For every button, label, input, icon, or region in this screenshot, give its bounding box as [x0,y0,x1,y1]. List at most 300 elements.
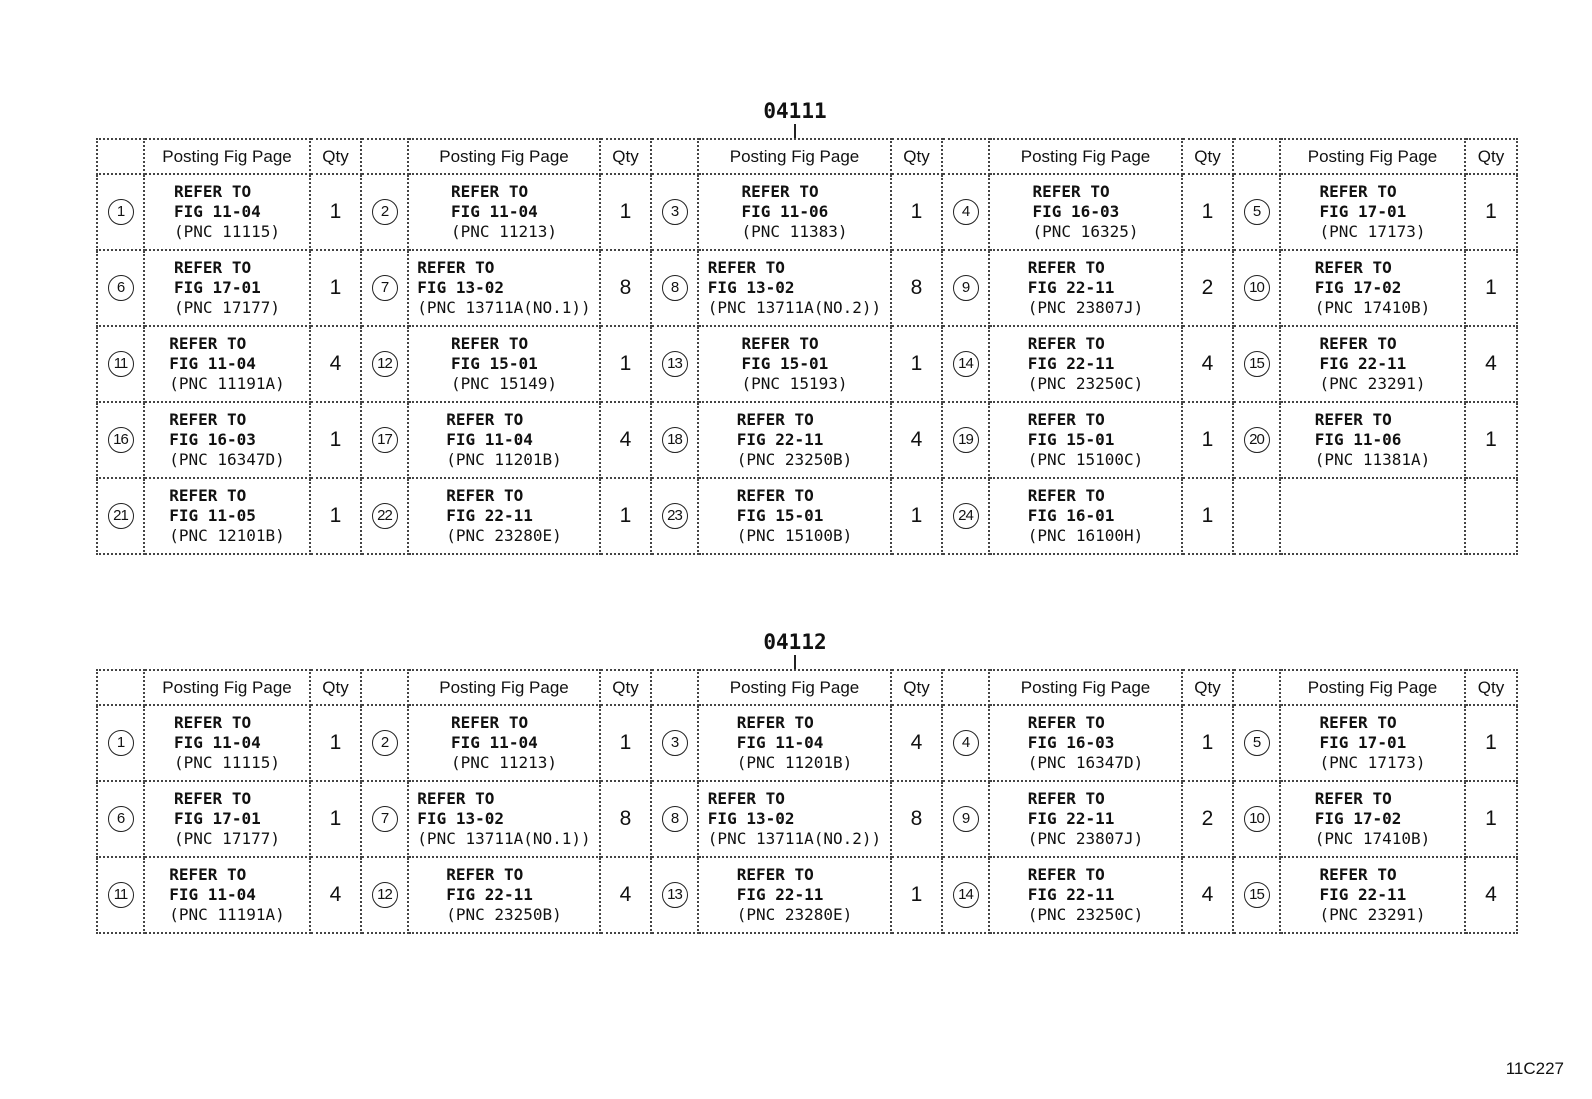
reference-cell [144,857,310,933]
pnc-label: (PNC 17410B) [1314,829,1431,848]
reference-cell [989,478,1182,554]
reference-text [1033,182,1139,242]
refer-to-label: REFER TO [1319,182,1397,201]
fig-page-label: FIG 11-05 [169,506,256,525]
item-number-cell [361,478,408,554]
refer-to-label: REFER TO [707,258,785,277]
refer-to-label: REFER TO [1319,334,1397,353]
reference-cell [408,478,600,554]
reference-cell [144,326,310,402]
header-posting-fig-page: Posting Fig Page [698,670,891,705]
reference-cell [1280,326,1465,402]
reference-cell [989,781,1182,857]
qty-cell [1182,478,1233,554]
item-number-cell [361,250,408,326]
header-blank-cell [942,139,989,174]
refer-to-label: REFER TO [1314,258,1392,277]
qty-cell [1182,402,1233,478]
pnc-label: (PNC 23291) [1319,374,1426,393]
reference-cell [1280,857,1465,933]
refer-to-label: REFER TO [1027,258,1105,277]
header-qty: Qty [1182,139,1233,174]
reference-text [446,865,562,925]
qty-value: 4 [1201,883,1214,906]
fig-page-label: FIG 17-01 [1319,733,1407,752]
item-number-circle: 11 [108,882,134,908]
pnc-label: (PNC 11191A) [169,374,285,393]
table-row [97,402,1517,478]
item-number-circle: 9 [953,806,979,832]
item-number-circle: 10 [1244,806,1270,832]
qty-value: 4 [1201,352,1214,375]
reference-cell [698,478,891,554]
refer-to-label: REFER TO [174,713,252,732]
item-number-circle: 9 [953,275,979,301]
header-qty: Qty [600,670,651,705]
qty-value: 1 [619,731,632,754]
header-blank-cell [361,139,408,174]
refer-to-label: REFER TO [1314,410,1392,429]
qty-value: 1 [1201,504,1214,527]
pnc-label: (PNC 11213) [451,222,557,241]
reference-cell [989,326,1182,402]
reference-text [451,182,557,242]
reference-text [174,789,280,849]
fig-page-label: FIG 11-04 [169,885,256,904]
item-number-cell [97,781,144,857]
refer-to-label: REFER TO [707,789,785,808]
header-posting-fig-page: Posting Fig Page [989,139,1182,174]
header-posting-fig-page: Posting Fig Page [698,139,891,174]
item-number-circle: 3 [662,730,688,756]
item-number-cell [97,250,144,326]
qty-cell [891,174,942,250]
reference-cell [144,402,310,478]
pnc-label: (PNC 23250B) [446,905,562,924]
item-number-cell [942,857,989,933]
fig-page-label: FIG 13-02 [417,278,504,297]
item-number-circle: 19 [953,427,979,453]
refer-to-label: REFER TO [451,713,529,732]
fig-page-label: FIG 22-11 [1027,278,1115,297]
item-number-cell [97,478,144,554]
item-number-circle: 24 [953,503,979,529]
qty-value: 8 [910,807,923,830]
header-qty: Qty [600,139,651,174]
pnc-label: (PNC 13711A(NO.2)) [707,829,882,848]
item-number-circle: 2 [372,199,398,225]
reference-text [451,713,557,773]
qty-cell [310,781,361,857]
reference-cell [408,250,600,326]
refer-to-label: REFER TO [169,865,247,884]
item-number-circle: 5 [1244,199,1270,225]
qty-value: 4 [910,428,923,451]
header-blank-cell [651,139,698,174]
item-number-cell [361,326,408,402]
header-posting-fig-page: Posting Fig Page [1280,670,1465,705]
item-number-cell [1233,478,1280,554]
qty-value: 2 [1201,276,1214,299]
header-blank-cell [942,670,989,705]
header-posting-fig-page: Posting Fig Page [408,139,600,174]
pnc-label: (PNC 11115) [174,753,280,772]
item-number-circle: 4 [953,730,979,756]
kit-part-number: 04111 [763,99,827,123]
pnc-label: (PNC 16325) [1032,222,1139,241]
pnc-label: (PNC 13711A(NO.1)) [417,829,591,848]
refer-to-label: REFER TO [1319,713,1397,732]
item-number-cell [942,705,989,781]
item-number-cell [942,402,989,478]
qty-cell [891,705,942,781]
item-number-circle: 13 [662,351,688,377]
fig-page-label: FIG 11-06 [741,202,829,221]
qty-cell [310,705,361,781]
reference-text [708,789,881,849]
item-number-circle: 12 [372,351,398,377]
qty-cell [600,781,651,857]
reference-cell [698,705,891,781]
qty-value: 1 [1485,200,1497,223]
refer-to-label: REFER TO [1027,713,1105,732]
fig-page-label: FIG 11-06 [1314,430,1402,449]
fig-page-label: FIG 11-04 [451,202,538,221]
pnc-label: (PNC 16100H) [1027,526,1144,545]
reference-text [742,334,848,394]
table-row [97,250,1517,326]
pnc-label: (PNC 17410B) [1314,298,1431,317]
reference-text [174,713,280,773]
header-posting-fig-page: Posting Fig Page [989,670,1182,705]
table-header-row [97,139,1517,174]
item-number-circle: 17 [372,427,398,453]
reference-cell [989,705,1182,781]
qty-cell [891,857,942,933]
qty-value: 1 [619,504,632,527]
reference-cell [408,174,600,250]
item-number-cell [97,857,144,933]
reference-text [446,410,562,470]
pnc-label: (PNC 11381A) [1314,450,1431,469]
qty-value: 1 [910,200,923,223]
table-row [97,781,1517,857]
item-number-circle: 15 [1244,882,1270,908]
pnc-label: (PNC 23250C) [1027,374,1144,393]
refer-to-label: REFER TO [741,182,819,201]
item-number-cell [1233,174,1280,250]
qty-cell [1465,705,1517,781]
qty-cell [1182,781,1233,857]
fig-page-label: FIG 15-01 [741,354,829,373]
qty-cell [600,478,651,554]
reference-text [169,334,285,394]
header-blank-cell [1233,139,1280,174]
item-number-cell [1233,705,1280,781]
refer-to-label: REFER TO [417,258,495,277]
pnc-label: (PNC 23280E) [736,905,853,924]
reference-cell [408,705,600,781]
item-number-circle: 15 [1244,351,1270,377]
kit-table [96,669,1518,934]
item-number-cell [651,402,698,478]
reference-cell [989,857,1182,933]
qty-value: 1 [329,200,342,223]
reference-cell [408,326,600,402]
reference-cell [1280,478,1465,554]
pnc-label: (PNC 17177) [174,829,280,848]
qty-value: 1 [910,352,923,375]
header-qty: Qty [1465,139,1517,174]
reference-text [1315,789,1431,849]
header-posting-fig-page: Posting Fig Page [408,670,600,705]
refer-to-label: REFER TO [1027,865,1105,884]
qty-cell [310,857,361,933]
reference-cell [144,705,310,781]
qty-cell [310,326,361,402]
refer-to-label: REFER TO [741,334,819,353]
item-number-circle: 1 [108,199,134,225]
qty-cell [1465,402,1517,478]
item-number-cell [97,326,144,402]
pnc-label: (PNC 15100C) [1027,450,1144,469]
pnc-label: (PNC 17177) [174,298,280,317]
qty-value: 8 [619,276,632,299]
item-number-circle: 11 [108,351,134,377]
fig-page-label: FIG 17-01 [174,278,261,297]
item-number-circle: 6 [108,275,134,301]
item-number-circle: 6 [108,806,134,832]
qty-value: 1 [1485,731,1497,754]
reference-cell [1280,250,1465,326]
reference-text [737,486,853,546]
reference-text [742,182,848,242]
reference-text [1028,865,1144,925]
item-number-cell [942,326,989,402]
reference-cell [144,478,310,554]
qty-value: 1 [619,352,632,375]
reference-text [1315,258,1431,318]
header-posting-fig-page: Posting Fig Page [1280,139,1465,174]
fig-page-label: FIG 22-11 [1027,885,1115,904]
item-number-circle: 18 [662,427,688,453]
pnc-label: (PNC 13711A(NO.2)) [707,298,882,317]
refer-to-label: REFER TO [174,182,252,201]
fig-page-label: FIG 11-04 [169,354,256,373]
reference-text [1315,410,1431,470]
fig-page-label: FIG 17-02 [1314,278,1402,297]
qty-cell [1465,857,1517,933]
reference-text [417,258,590,318]
refer-to-label: REFER TO [417,789,495,808]
fig-page-label: FIG 22-11 [1319,885,1407,904]
item-number-circle: 8 [662,806,688,832]
header-qty: Qty [310,139,361,174]
pnc-label: (PNC 15149) [451,374,557,393]
table-row [97,705,1517,781]
item-number-cell [1233,402,1280,478]
reference-cell [698,781,891,857]
qty-cell [600,402,651,478]
refer-to-label: REFER TO [446,410,524,429]
item-number-circle: 7 [372,275,398,301]
item-number-cell [651,174,698,250]
fig-page-label: FIG 15-01 [736,506,824,525]
item-number-circle: 22 [372,503,398,529]
fig-page-label: FIG 11-04 [174,733,261,752]
qty-cell [1465,174,1517,250]
kit-leader-line [794,124,796,138]
reference-cell [698,402,891,478]
refer-to-label: REFER TO [1314,789,1392,808]
qty-value: 1 [329,428,342,451]
pnc-label: (PNC 15193) [741,374,848,393]
pnc-label: (PNC 23250C) [1027,905,1144,924]
fig-page-label: FIG 16-03 [1027,733,1115,752]
qty-value: 4 [329,352,342,375]
qty-value: 1 [1201,200,1214,223]
pnc-label: (PNC 11213) [451,753,557,772]
table-header-row [97,670,1517,705]
reference-cell [408,402,600,478]
fig-page-label: FIG 22-11 [446,885,533,904]
item-number-circle: 3 [662,199,688,225]
qty-cell [1182,326,1233,402]
refer-to-label: REFER TO [1027,334,1105,353]
header-blank-cell [97,670,144,705]
fig-page-label: FIG 16-01 [1027,506,1115,525]
reference-cell [144,781,310,857]
pnc-label: (PNC 13711A(NO.1)) [417,298,591,317]
table-row [97,857,1517,933]
table-row [97,478,1517,554]
item-number-cell [651,250,698,326]
reference-cell [1280,402,1465,478]
qty-value: 4 [619,428,632,451]
reference-cell [989,250,1182,326]
reference-cell [408,857,600,933]
qty-value: 1 [910,504,923,527]
qty-value: 1 [329,504,342,527]
refer-to-label: REFER TO [736,410,814,429]
fig-page-label: FIG 17-02 [1314,809,1402,828]
item-number-circle: 14 [953,351,979,377]
qty-cell [310,250,361,326]
item-number-circle: 1 [108,730,134,756]
item-number-circle: 20 [1244,427,1270,453]
qty-value: 1 [1201,428,1214,451]
refer-to-label: REFER TO [736,486,814,505]
reference-cell [144,250,310,326]
reference-text [1028,334,1144,394]
item-number-circle: 5 [1244,730,1270,756]
table-row [97,326,1517,402]
refer-to-label: REFER TO [446,865,524,884]
reference-cell [1280,174,1465,250]
fig-page-label: FIG 11-04 [451,733,538,752]
qty-cell [600,857,651,933]
qty-cell [891,250,942,326]
reference-text [169,865,285,925]
fig-page-label: FIG 22-11 [446,506,533,525]
refer-to-label: REFER TO [446,486,524,505]
pnc-label: (PNC 15100B) [736,526,853,545]
qty-value: 8 [619,807,632,830]
reference-cell [144,174,310,250]
qty-cell [1465,250,1517,326]
item-number-circle: 2 [372,730,398,756]
refer-to-label: REFER TO [451,182,529,201]
qty-cell [1182,705,1233,781]
reference-cell [698,250,891,326]
item-number-cell [651,857,698,933]
qty-cell [1182,857,1233,933]
refer-to-label: REFER TO [169,486,247,505]
pnc-label: (PNC 11201B) [736,753,853,772]
item-number-circle: 21 [108,503,134,529]
qty-value: 1 [1485,276,1497,299]
header-blank-cell [651,670,698,705]
qty-cell [891,402,942,478]
item-number-cell [651,705,698,781]
reference-text [169,486,285,546]
fig-page-label: FIG 17-01 [174,809,261,828]
qty-cell [600,174,651,250]
reference-text [1028,713,1144,773]
qty-value: 1 [1201,731,1214,754]
qty-cell [310,402,361,478]
fig-page-label: FIG 13-02 [417,809,504,828]
reference-text [1320,713,1426,773]
fig-page-label: FIG 16-03 [1032,202,1120,221]
item-number-cell [97,402,144,478]
qty-value: 4 [1485,352,1497,375]
pnc-label: (PNC 11383) [741,222,848,241]
item-number-cell [1233,857,1280,933]
fig-page-label: FIG 22-11 [1319,354,1407,373]
header-qty: Qty [1182,670,1233,705]
pnc-label: (PNC 23250B) [736,450,853,469]
kit-table [96,138,1518,555]
header-qty: Qty [310,670,361,705]
reference-text [737,713,853,773]
fig-page-label: FIG 13-02 [707,809,795,828]
refer-to-label: REFER TO [174,789,252,808]
fig-page-label: FIG 11-04 [174,202,261,221]
qty-value: 4 [1485,883,1497,906]
item-number-cell [942,478,989,554]
refer-to-label: REFER TO [169,334,247,353]
item-number-cell [97,174,144,250]
qty-value: 1 [619,200,632,223]
reference-cell [698,857,891,933]
header-qty: Qty [891,670,942,705]
qty-cell [1182,250,1233,326]
pnc-label: (PNC 12101B) [169,526,285,545]
qty-cell [1182,174,1233,250]
illustration-code: 11C227 [1505,1059,1564,1078]
kit-leader-line [794,655,796,669]
item-number-cell [942,250,989,326]
reference-text [737,865,853,925]
reference-text [1320,865,1426,925]
reference-cell [698,326,891,402]
refer-to-label: REFER TO [174,258,252,277]
item-number-circle: 8 [662,275,688,301]
fig-page-label: FIG 11-04 [736,733,824,752]
refer-to-label: REFER TO [1032,182,1110,201]
qty-value: 4 [619,883,632,906]
